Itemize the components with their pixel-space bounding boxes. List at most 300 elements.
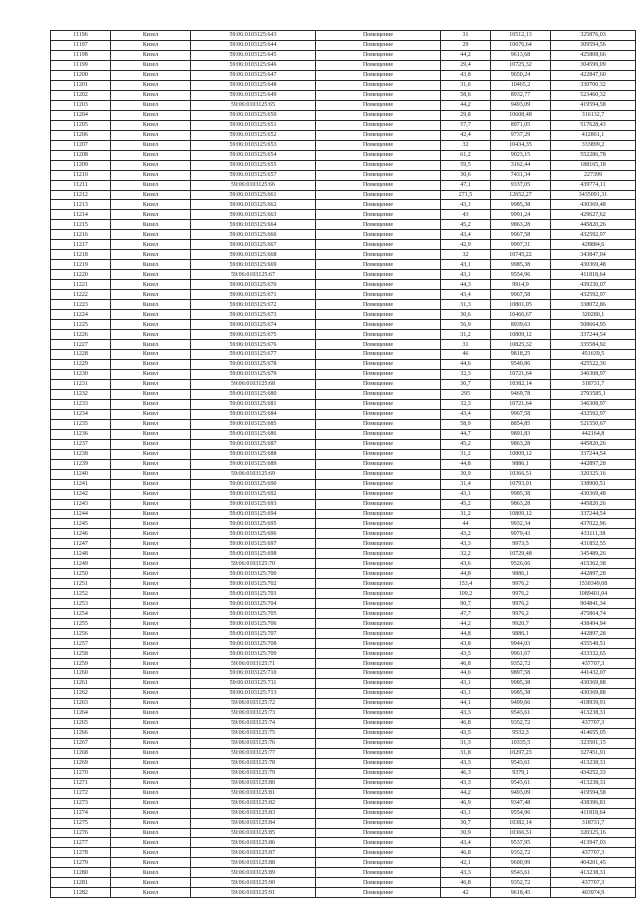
cadastral-number-cell: 59:06:0103125:666 (191, 230, 316, 240)
cadastral-number-cell: 59:06:0103125:679 (191, 369, 316, 379)
unit-value-cell: 9554,96 (491, 270, 551, 280)
table-row (51, 469, 636, 479)
object-type-cell: Помещение (316, 868, 441, 878)
unit-value-cell: 10382,14 (491, 379, 551, 389)
row-number-cell: 11197 (51, 40, 111, 50)
unit-value-cell: 9985,38 (491, 678, 551, 688)
cadastral-value-cell: 433332,65 (551, 649, 636, 659)
object-type-cell: Помещение (316, 340, 441, 350)
row-number-cell: 11206 (51, 130, 111, 140)
table-row (51, 579, 636, 589)
cadastral-value-cell: 337244,54 (551, 330, 636, 340)
cadastral-number-cell: 59:06:0103125:77 (191, 748, 316, 758)
unit-value-cell: 9613,68 (491, 50, 551, 60)
cadastral-value-cell: 323501,15 (551, 738, 636, 748)
object-type-cell: Помещение (316, 659, 441, 669)
row-number-cell: 11260 (51, 669, 111, 679)
area-cell: 46,8 (441, 848, 491, 858)
area-cell: 44,7 (441, 429, 491, 439)
area-cell: 58,6 (441, 90, 491, 100)
city-cell: Кизел (111, 200, 191, 210)
city-cell: Кизел (111, 738, 191, 748)
row-number-cell: 11269 (51, 758, 111, 768)
city-cell: Кизел (111, 509, 191, 519)
row-number-cell: 11228 (51, 350, 111, 360)
row-number-cell: 11218 (51, 250, 111, 260)
area-cell: 295 (441, 389, 491, 399)
unit-value-cell: 9985,38 (491, 489, 551, 499)
object-type-cell: Помещение (316, 629, 441, 639)
city-cell: Кизел (111, 120, 191, 130)
unit-value-cell: 10809,12 (491, 330, 551, 340)
area-cell: 30,7 (441, 379, 491, 389)
cadastral-value-cell: 337244,54 (551, 509, 636, 519)
city-cell: Кизел (111, 290, 191, 300)
city-cell: Кизел (111, 70, 191, 80)
cadastral-number-cell: 59:06:0103125:690 (191, 479, 316, 489)
city-cell: Кизел (111, 469, 191, 479)
table-row (51, 519, 636, 529)
unit-value-cell: 10382,14 (491, 818, 551, 828)
cadastral-number-cell: 59:06:0103125:69 (191, 469, 316, 479)
cadastral-value-cell: 517628,43 (551, 120, 636, 130)
area-cell: 43,4 (441, 409, 491, 419)
table-row (51, 439, 636, 449)
cadastral-number-cell: 59:06:0103125:669 (191, 260, 316, 270)
area-cell: 44,8 (441, 459, 491, 469)
object-type-cell: Помещение (316, 858, 441, 868)
cadastral-number-cell: 59:06:0103125:87 (191, 848, 316, 858)
cadastral-value-cell: 425522,36 (551, 359, 636, 369)
cadastral-number-cell: 59:06:0103125:705 (191, 609, 316, 619)
city-cell: Кизел (111, 669, 191, 679)
cadastral-value-cell: 437707,3 (551, 718, 636, 728)
table-row (51, 80, 636, 90)
row-number-cell: 11253 (51, 599, 111, 609)
object-type-cell: Помещение (316, 250, 441, 260)
object-type-cell: Помещение (316, 778, 441, 788)
cadastral-value-cell: 320325,16 (551, 828, 636, 838)
unit-value-cell: 10725,32 (491, 60, 551, 70)
cadastral-number-cell: 59:06:0103125:677 (191, 350, 316, 360)
row-number-cell: 11272 (51, 788, 111, 798)
city-cell: Кизел (111, 519, 191, 529)
unit-value-cell: 9976,2 (491, 579, 551, 589)
cadastral-value-cell: 320325,16 (551, 469, 636, 479)
row-number-cell: 11240 (51, 469, 111, 479)
unit-value-cell: 9526,66 (491, 559, 551, 569)
city-cell: Кизел (111, 100, 191, 110)
cadastral-value-cell: 3435091,31 (551, 190, 636, 200)
row-number-cell: 11245 (51, 519, 111, 529)
object-type-cell: Помещение (316, 389, 441, 399)
unit-value-cell: 9469,78 (491, 389, 551, 399)
row-number-cell: 11226 (51, 330, 111, 340)
object-type-cell: Помещение (316, 569, 441, 579)
object-type-cell: Помещение (316, 80, 441, 90)
object-type-cell: Помещение (316, 200, 441, 210)
cadastral-number-cell: 59:06:0103125:75 (191, 728, 316, 738)
city-cell: Кизел (111, 659, 191, 669)
row-number-cell: 11239 (51, 459, 111, 469)
row-number-cell: 11221 (51, 280, 111, 290)
unit-value-cell: 9493,09 (491, 788, 551, 798)
city-cell: Кизел (111, 399, 191, 409)
area-cell: 46,8 (441, 718, 491, 728)
unit-value-cell: 9932,34 (491, 519, 551, 529)
unit-value-cell: 9600,99 (491, 858, 551, 868)
cadastral-number-cell: 59:06:0103125:86 (191, 838, 316, 848)
cadastral-number-cell: 59:06:0103125:685 (191, 419, 316, 429)
unit-value-cell: 9997,31 (491, 240, 551, 250)
row-number-cell: 11243 (51, 499, 111, 509)
object-type-cell: Помещение (316, 449, 441, 459)
cadastral-value-cell: 343847,04 (551, 250, 636, 260)
cadastral-value-cell: 1530349,08 (551, 579, 636, 589)
cadastral-number-cell: 59:06:0103125:711 (191, 678, 316, 688)
cadastral-number-cell: 59:06:0103125:650 (191, 110, 316, 120)
cadastral-value-cell: 413947,03 (551, 838, 636, 848)
area-cell: 44,6 (441, 359, 491, 369)
object-type-cell: Помещение (316, 130, 441, 140)
row-number-cell: 11208 (51, 150, 111, 160)
unit-value-cell: 9914,9 (491, 280, 551, 290)
object-type-cell: Помещение (316, 838, 441, 848)
object-type-cell: Помещение (316, 848, 441, 858)
table-row (51, 738, 636, 748)
table-row (51, 838, 636, 848)
area-cell: 43 (441, 210, 491, 220)
cadastral-number-cell: 59:06:0103125:655 (191, 160, 316, 170)
area-cell: 42 (441, 888, 491, 898)
object-type-cell: Помещение (316, 439, 441, 449)
area-cell: 153,4 (441, 579, 491, 589)
row-number-cell: 11209 (51, 160, 111, 170)
object-type-cell: Помещение (316, 310, 441, 320)
cadastral-value-cell: 475864,74 (551, 609, 636, 619)
unit-value-cell: 9886,1 (491, 459, 551, 469)
cadastral-value-cell: 335584,92 (551, 340, 636, 350)
object-type-cell: Помещение (316, 828, 441, 838)
area-cell: 43,5 (441, 728, 491, 738)
row-number-cell: 11256 (51, 629, 111, 639)
cadastral-number-cell: 59:06:0103125:76 (191, 738, 316, 748)
cadastral-value-cell: 445820,26 (551, 220, 636, 230)
unit-value-cell: 9337,05 (491, 180, 551, 190)
cadastral-number-cell: 59:06:0103125:709 (191, 649, 316, 659)
object-type-cell: Помещение (316, 419, 441, 429)
area-cell: 29,4 (441, 60, 491, 70)
row-number-cell: 11242 (51, 489, 111, 499)
area-cell: 43,1 (441, 688, 491, 698)
city-cell: Кизел (111, 60, 191, 70)
cadastral-value-cell: 434252,33 (551, 768, 636, 778)
cadastral-number-cell: 59:06:0103125:706 (191, 619, 316, 629)
cadastral-number-cell: 59:06:0103125:82 (191, 798, 316, 808)
cadastral-value-cell: 437707,3 (551, 659, 636, 669)
cadastral-number-cell: 59:06:0103125:84 (191, 818, 316, 828)
object-type-cell: Помещение (316, 669, 441, 679)
table-row (51, 649, 636, 659)
cadastral-number-cell: 59:06:0103125:68 (191, 379, 316, 389)
document-page (50, 30, 635, 898)
table-row (51, 150, 636, 160)
unit-value-cell: 9493,09 (491, 100, 551, 110)
city-cell: Кизел (111, 369, 191, 379)
unit-value-cell: 9886,1 (491, 569, 551, 579)
cadastral-number-cell: 59:06:0103125:674 (191, 320, 316, 330)
row-number-cell: 11259 (51, 659, 111, 669)
cadastral-number-cell: 59:06:0103125:681 (191, 399, 316, 409)
area-cell: 42,1 (441, 858, 491, 868)
unit-value-cell: 10809,12 (491, 449, 551, 459)
cadastral-number-cell: 59:06:0103125:708 (191, 639, 316, 649)
row-number-cell: 11261 (51, 678, 111, 688)
area-cell: 30,7 (441, 818, 491, 828)
cadastral-number-cell: 59:06:0103125:653 (191, 140, 316, 150)
table-row (51, 60, 636, 70)
cadastral-value-cell: 309594,56 (551, 40, 636, 50)
table-row (51, 31, 636, 41)
table-row (51, 629, 636, 639)
city-cell: Кизел (111, 150, 191, 160)
area-cell: 43,1 (441, 678, 491, 688)
cadastral-number-cell: 59:06:0103125:90 (191, 878, 316, 888)
area-cell: 43,1 (441, 270, 491, 280)
unit-value-cell: 10366,51 (491, 828, 551, 838)
cadastral-number-cell: 59:06:0103125:704 (191, 599, 316, 609)
city-cell: Кизел (111, 529, 191, 539)
cadastral-number-cell: 59:06:0103125:652 (191, 130, 316, 140)
cadastral-value-cell: 415362,38 (551, 559, 636, 569)
row-number-cell: 11202 (51, 90, 111, 100)
cadastral-number-cell: 59:06:0103125:661 (191, 190, 316, 200)
object-type-cell: Помещение (316, 210, 441, 220)
object-type-cell: Помещение (316, 479, 441, 489)
row-number-cell: 11220 (51, 270, 111, 280)
table-row (51, 529, 636, 539)
cadastral-number-cell: 59:06:0103125:694 (191, 509, 316, 519)
cadastral-value-cell: 337244,54 (551, 449, 636, 459)
cadastral-value-cell: 442164,8 (551, 429, 636, 439)
unit-value-cell: 9543,61 (491, 778, 551, 788)
table-row (51, 250, 636, 260)
table-row (51, 409, 636, 419)
unit-value-cell: 7431,34 (491, 170, 551, 180)
table-row (51, 758, 636, 768)
cadastral-number-cell: 59:06:0103125:700 (191, 569, 316, 579)
cadastral-number-cell: 59:06:0103125:687 (191, 439, 316, 449)
table-row (51, 549, 636, 559)
cadastral-value-cell: 432592,97 (551, 230, 636, 240)
object-type-cell: Помещение (316, 220, 441, 230)
cadastral-value-cell: 325876,03 (551, 31, 636, 41)
city-cell: Кизел (111, 868, 191, 878)
object-type-cell: Помещение (316, 459, 441, 469)
unit-value-cell: 9532,3 (491, 728, 551, 738)
unit-value-cell: 9543,61 (491, 868, 551, 878)
object-type-cell: Помещение (316, 180, 441, 190)
cadastral-value-cell: 439230,07 (551, 280, 636, 290)
table-row (51, 160, 636, 170)
unit-value-cell: 9891,83 (491, 429, 551, 439)
unit-value-cell: 9967,58 (491, 230, 551, 240)
cadastral-number-cell: 59:06:0103125:71 (191, 659, 316, 669)
object-type-cell: Помещение (316, 469, 441, 479)
object-type-cell: Помещение (316, 609, 441, 619)
city-cell: Кизел (111, 90, 191, 100)
row-number-cell: 11255 (51, 619, 111, 629)
city-cell: Кизел (111, 389, 191, 399)
cadastral-number-cell: 59:06:0103125:78 (191, 758, 316, 768)
cadastral-number-cell: 59:06:0103125:88 (191, 858, 316, 868)
unit-value-cell: 9352,72 (491, 848, 551, 858)
unit-value-cell: 9818,25 (491, 350, 551, 360)
cadastral-value-cell: 404201,45 (551, 858, 636, 868)
unit-value-cell: 9886,1 (491, 629, 551, 639)
object-type-cell: Помещение (316, 599, 441, 609)
cadastral-value-cell: 442897,28 (551, 569, 636, 579)
table-row (51, 599, 636, 609)
city-cell: Кизел (111, 858, 191, 868)
city-cell: Кизел (111, 300, 191, 310)
object-type-cell: Помещение (316, 369, 441, 379)
object-type-cell: Помещение (316, 300, 441, 310)
cadastral-value-cell: 442897,28 (551, 629, 636, 639)
area-cell: 44,8 (441, 569, 491, 579)
city-cell: Кизел (111, 688, 191, 698)
city-cell: Кизел (111, 489, 191, 499)
table-row (51, 330, 636, 340)
cadastral-value-cell: 345489,26 (551, 549, 636, 559)
row-number-cell: 11249 (51, 559, 111, 569)
area-cell: 32,3 (441, 369, 491, 379)
table-row (51, 200, 636, 210)
table-row (51, 808, 636, 818)
area-cell: 44 (441, 519, 491, 529)
object-type-cell: Помещение (316, 290, 441, 300)
unit-value-cell: 9543,61 (491, 758, 551, 768)
city-cell: Кизел (111, 579, 191, 589)
city-cell: Кизел (111, 678, 191, 688)
unit-value-cell: 10721,64 (491, 399, 551, 409)
cadastral-value-cell: 419594,58 (551, 100, 636, 110)
cadastral-value-cell: 445820,26 (551, 439, 636, 449)
row-number-cell: 11264 (51, 708, 111, 718)
cadastral-value-cell: 432592,97 (551, 409, 636, 419)
table-row (51, 559, 636, 569)
area-cell: 57,7 (441, 120, 491, 130)
table-row (51, 350, 636, 360)
cadastral-value-cell: 346308,97 (551, 399, 636, 409)
area-cell: 44,6 (441, 669, 491, 679)
unit-value-cell: 9863,28 (491, 439, 551, 449)
cadastral-value-cell: 412861,1 (551, 130, 636, 140)
cadastral-value-cell: 430369,48 (551, 200, 636, 210)
cadastral-number-cell: 59:06:0103125:672 (191, 300, 316, 310)
city-cell: Кизел (111, 718, 191, 728)
table-row (51, 449, 636, 459)
area-cell: 43,3 (441, 868, 491, 878)
row-number-cell: 11267 (51, 738, 111, 748)
cadastral-number-cell: 59:06:0103125:684 (191, 409, 316, 419)
table-row (51, 509, 636, 519)
object-type-cell: Помещение (316, 728, 441, 738)
city-cell: Кизел (111, 280, 191, 290)
object-type-cell: Помещение (316, 818, 441, 828)
row-number-cell: 11248 (51, 549, 111, 559)
city-cell: Кизел (111, 778, 191, 788)
table-row (51, 260, 636, 270)
object-type-cell: Помещение (316, 688, 441, 698)
area-cell: 30,9 (441, 469, 491, 479)
row-number-cell: 11234 (51, 409, 111, 419)
row-number-cell: 11277 (51, 838, 111, 848)
object-type-cell: Помещение (316, 100, 441, 110)
city-cell: Кизел (111, 180, 191, 190)
cadastral-number-cell: 59:06:0103125:664 (191, 220, 316, 230)
area-cell: 31,2 (441, 449, 491, 459)
city-cell: Кизел (111, 748, 191, 758)
object-type-cell: Помещение (316, 718, 441, 728)
table-row (51, 220, 636, 230)
object-type-cell: Помещение (316, 489, 441, 499)
row-number-cell: 11265 (51, 718, 111, 728)
table-row (51, 369, 636, 379)
area-cell: 47,7 (441, 609, 491, 619)
cadastral-number-cell: 59:06:0103125:668 (191, 250, 316, 260)
object-type-cell: Помещение (316, 698, 441, 708)
unit-value-cell: 9967,58 (491, 409, 551, 419)
object-type-cell: Помещение (316, 350, 441, 360)
area-cell: 43,4 (441, 838, 491, 848)
unit-value-cell: 9540,86 (491, 359, 551, 369)
cadastral-value-cell: 338072,86 (551, 300, 636, 310)
area-cell: 46,8 (441, 659, 491, 669)
cadastral-number-cell: 59:06:0103125:697 (191, 539, 316, 549)
cadastral-value-cell: 523460,32 (551, 90, 636, 100)
row-number-cell: 11252 (51, 589, 111, 599)
row-number-cell: 11270 (51, 768, 111, 778)
row-number-cell: 11254 (51, 609, 111, 619)
table-row (51, 70, 636, 80)
object-type-cell: Помещение (316, 70, 441, 80)
city-cell: Кизел (111, 459, 191, 469)
cadastral-value-cell: 428884,6 (551, 240, 636, 250)
cadastral-value-cell: 442897,28 (551, 459, 636, 469)
cadastral-value-table (50, 30, 636, 898)
object-type-cell: Помещение (316, 409, 441, 419)
area-cell: 43,3 (441, 778, 491, 788)
city-cell: Кизел (111, 379, 191, 389)
row-number-cell: 11227 (51, 340, 111, 350)
table-row (51, 688, 636, 698)
table-row (51, 280, 636, 290)
cadastral-number-cell: 59:06:0103125:710 (191, 669, 316, 679)
cadastral-value-cell: 431852,55 (551, 539, 636, 549)
table-row (51, 858, 636, 868)
area-cell: 43,2 (441, 529, 491, 539)
table-row (51, 190, 636, 200)
cadastral-number-cell: 59:06:0103125:651 (191, 120, 316, 130)
object-type-cell: Помещение (316, 708, 441, 718)
area-cell: 43,4 (441, 230, 491, 240)
area-cell: 45,2 (441, 499, 491, 509)
city-cell: Кизел (111, 130, 191, 140)
city-cell: Кизел (111, 559, 191, 569)
unit-value-cell: 9920,7 (491, 619, 551, 629)
cadastral-value-cell: 413238,31 (551, 868, 636, 878)
